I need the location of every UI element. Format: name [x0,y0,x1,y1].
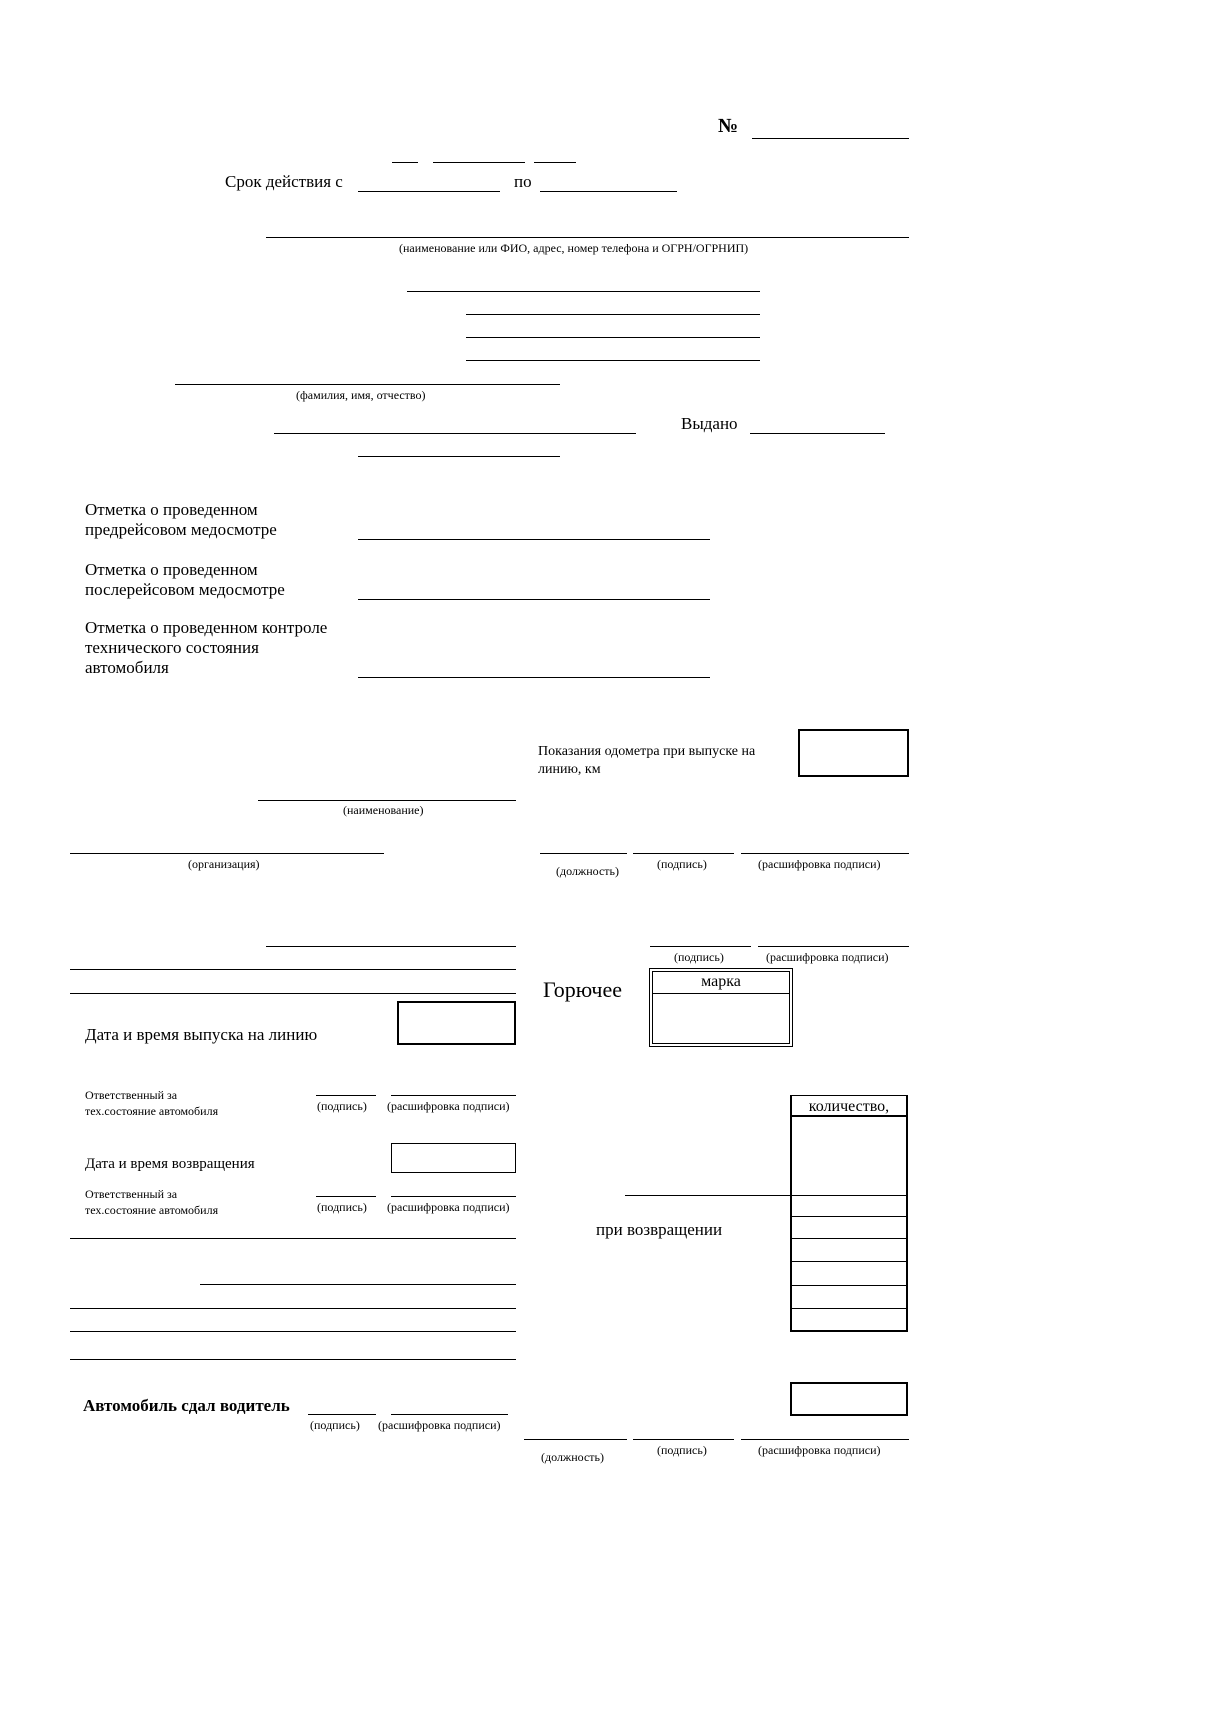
signature-decode-field-3[interactable] [741,1439,909,1440]
responsible-label-1: Ответственный за тех.состояние автомобиля [85,1088,219,1118]
line-d1[interactable] [70,1238,516,1239]
pre-trip-field[interactable] [358,539,710,540]
signature-caption-2: (подпись) [674,950,724,964]
fuel-on-return-label: при возвращении [596,1220,723,1239]
signature-decode-caption-2: (расшифровка подписи) [766,950,889,964]
handover-label: Автомобиль сдал водитель [83,1396,290,1415]
handover-signature-field[interactable] [308,1414,376,1415]
post-trip-label: Отметка о проведенном послерейсовом медосмотре [85,560,285,599]
line-b2[interactable] [358,456,560,457]
fuel-quantity-table [790,1095,908,1332]
responsible-signature-field-1[interactable] [316,1095,376,1096]
handover-signature-caption: (подпись) [310,1418,360,1432]
tech-check-label: Отметка о проведенном контроле технического состояния автомобиля [85,618,328,677]
handover-box[interactable] [790,1382,908,1416]
fuel-quantity-label: количество, [808,1098,890,1115]
number-sign: № [718,115,739,137]
release-datetime-box[interactable] [397,1001,516,1045]
responsible-signature-field-2[interactable] [316,1196,376,1197]
line-d5[interactable] [70,1359,516,1360]
release-datetime-label: Дата и время выпуска на линию [85,1025,318,1044]
position-caption-1: (должность) [556,864,619,878]
name-field[interactable] [258,800,516,801]
issued-label: Выдано [681,414,738,433]
date-year-field[interactable] [534,162,576,163]
signature-caption-3: (подпись) [657,1443,707,1457]
signature-field-1[interactable] [633,853,734,854]
validity-to-label: по [514,172,532,191]
handover-decode-field[interactable] [391,1414,508,1415]
odometer-label: Показания одометра при выпуске на линию, км [538,744,756,777]
line-d4[interactable] [70,1331,516,1332]
responsible-decode-field-1[interactable] [391,1095,516,1096]
signature-decode-field-1[interactable] [741,853,909,854]
responsible-decode-field-2[interactable] [391,1196,516,1197]
line-d3[interactable] [70,1308,516,1309]
responsible-decode-caption-1: (расшифровка подписи) [387,1099,510,1113]
position-field-2[interactable] [524,1439,627,1440]
responsible-decode-caption-2: (расшифровка подписи) [387,1200,510,1214]
odometer-box[interactable] [798,729,909,777]
number-field[interactable] [752,138,909,139]
handover-decode-caption: (расшифровка подписи) [378,1418,501,1432]
line-a4[interactable] [466,360,760,361]
signature-field-2[interactable] [650,946,751,947]
return-datetime-box[interactable] [391,1143,516,1173]
position-caption-2: (должность) [541,1450,604,1464]
line-a2[interactable] [466,314,760,315]
tech-check-field[interactable] [358,677,710,678]
post-trip-field[interactable] [358,599,710,600]
line-c1[interactable] [266,946,516,947]
date-day-field[interactable] [392,162,418,163]
fuel-brand-cell[interactable] [654,996,788,1042]
line-a1[interactable] [407,291,760,292]
signature-caption-1: (подпись) [657,857,707,871]
fuel-return-line[interactable] [625,1195,790,1196]
line-d2[interactable] [200,1284,516,1285]
responsible-signature-caption-1: (подпись) [317,1099,367,1113]
validity-from-label: Срок действия с [225,172,343,191]
full-name-field[interactable] [175,384,560,385]
fuel-brand-label: марка [701,973,741,990]
fuel-title: Горючее [543,977,622,1002]
fuel-brand-table [649,968,793,1047]
issued-field[interactable] [750,433,885,434]
signature-decode-field-2[interactable] [758,946,909,947]
responsible-signature-caption-2: (подпись) [317,1200,367,1214]
signature-decode-caption-3: (расшифровка подписи) [758,1443,881,1457]
validity-to-field[interactable] [540,191,677,192]
line-c2[interactable] [70,969,516,970]
validity-from-field[interactable] [358,191,500,192]
name-caption: (наименование) [343,803,424,817]
full-name-caption: (фамилия, имя, отчество) [296,388,426,402]
org-details-caption: (наименование или ФИО, адрес, номер телефона и ОГРН/ОГРНИП) [399,241,749,255]
signature-field-3[interactable] [633,1439,734,1440]
line-b1[interactable] [274,433,636,434]
pre-trip-label: Отметка о проведенном предрейсовом медосмотре [85,500,277,539]
line-c3[interactable] [70,993,516,994]
date-month-field[interactable] [433,162,525,163]
org-details-field[interactable] [266,237,909,238]
return-datetime-label: Дата и время возвращения [85,1156,255,1172]
position-field-1[interactable] [540,853,627,854]
line-a3[interactable] [466,337,760,338]
organization-field[interactable] [70,853,384,854]
signature-decode-caption-1: (расшифровка подписи) [758,857,881,871]
organization-caption: (организация) [188,857,260,871]
responsible-label-2: Ответственный за тех.состояние автомобиля [85,1187,219,1217]
